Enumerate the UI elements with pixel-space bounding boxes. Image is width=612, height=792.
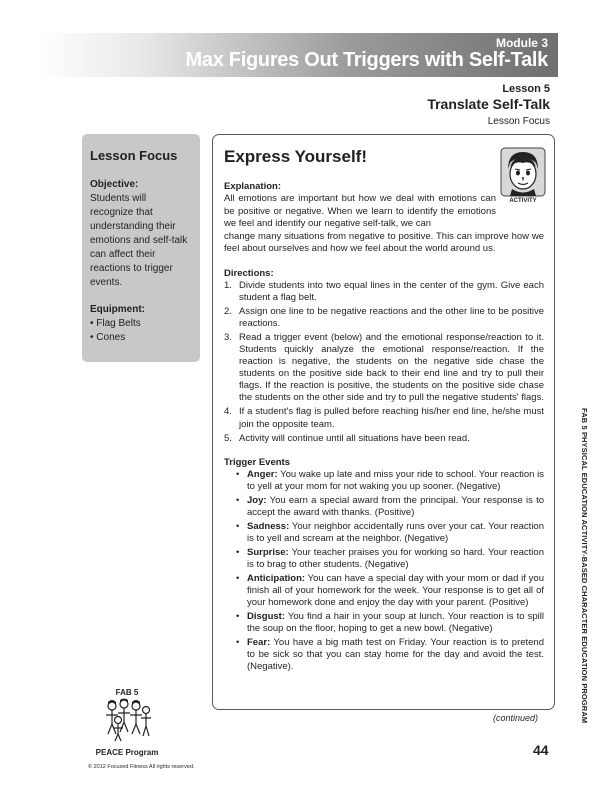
lesson-title: Translate Self-Talk [427,96,550,112]
activity-box [212,134,555,710]
trigger-event-item: • Anger: You wake up late and miss your ride to school. Your reaction is to yell at your mom for not waking you up sooner. (Negative) [236,468,544,492]
trigger-emotion: Joy: [247,494,267,506]
objective-text: Students will recognize that understanding their emotions and self-talk can affect their reactions to trigger events. [90,193,188,288]
logo-top-text: FAB 5 [115,688,139,697]
trigger-event-item: • Sadness: Your neighbor accidentally runs over your cat. Your reaction is to yell and scream at the neighbor. (Negative) [236,520,545,544]
trigger-event-item: • Surprise: Your teacher praises you for working so hard. Your reaction is to brag to other students. (Negative) [236,546,544,570]
program-vertical-title: FAB 5 PHYSICAL EDUCATION ACTIVITY-BASED CHARACTER EDUCATION PROGRAM [580,408,589,724]
kids-group-icon [102,698,152,742]
lesson-subtitle: Lesson Focus [487,116,550,127]
explanation-lead: All emotions are important but how we deal with emotions can be positive or negative. When we learn to identify the emotions we feel and identify our negative self-talk, we can [224,193,496,229]
trigger-events-label: Trigger Events [224,456,290,468]
direction-item [224,280,544,304]
explanation-label: Explanation: [224,181,282,192]
activity-title: Express Yourself! [224,147,367,166]
direction-item [224,406,544,430]
trigger-events-list [224,469,544,673]
trigger-text: You can have a special day with your mom or dad if you finish all of your homework for the week. Your response is to get all of your homework done and enjoy the day with your parent. (Positive) [247,572,544,608]
direction-number: 5. [224,432,232,444]
trigger-emotion: Surprise: [247,546,289,558]
objective-label: Objective: [90,179,139,190]
direction-text: If a student's flag is pulled before reaching his/her end line, he/she must join the opposite team. [239,406,544,430]
module-header-bar [36,33,558,77]
direction-number: 4. [224,406,232,418]
trigger-text: You have a big math test on Friday. Your reaction is to pretend to be sick so that you can stay home for the day and avoid the test. (Negative). [247,636,545,672]
trigger-emotion: Sadness: [247,520,290,532]
trigger-event-item: • Disgust: You find a hair in your soup at lunch. Your reaction is to spill the soup on the floor, hoping to get a new bowl. (Negative) [236,610,544,634]
trigger-text: You wake up late and miss your ride to school. Your reaction is to yell at your mom for not waking you up sooner. (Negative) [247,468,544,492]
directions-label: Directions: [224,267,274,279]
direction-number: 3. [224,331,232,343]
sidebar-title: Lesson Focus [90,148,178,163]
activity-icon-label: ACTIVITY [509,198,537,204]
explanation-rest: change many situations from negative to positive. This can improve how we feel about ourselves and how we feel about the world around us. [224,230,544,254]
direction-item [224,433,544,445]
equipment-item: • Flag Belts [90,317,190,331]
equipment-item: • Cones [90,331,190,345]
direction-text: Activity will continue until all situations have been read. [239,432,470,444]
trigger-event-item: • Anticipation: You can have a special day with your mom or dad if you finish all of your homework for the week. Your response is to get all of your homework done and enjoy the day with your parent. (Positive) [236,572,544,608]
trigger-text: You earn a special award from the principal. Your response is to accept the award with thanks. (Positive) [247,494,545,518]
trigger-text: You find a hair in your soup at lunch. Your reaction is to spill the soup on the floor, hoping to get a new bowl. (Negative) [247,610,544,634]
activity-icon [498,147,548,209]
trigger-emotion: Anticipation: [247,572,306,584]
lesson-number: Lesson 5 [502,83,550,95]
trigger-emotion: Fear: [247,636,271,648]
directions-list [224,280,544,445]
trigger-emotion: Disgust: [247,610,285,622]
direction-item [224,332,544,405]
kid-face-icon [500,147,546,197]
fab5-logo [92,688,162,757]
module-title: Max Figures Out Triggers with Self-Talk [185,49,548,71]
trigger-text: Your neighbor accidentally runs over your cat. Your reaction is to yell and scream at the neighbor. (Negative) [247,520,545,544]
equipment-list [90,317,190,345]
lesson-focus-sidebar [82,134,200,362]
page-number: 44 [533,742,549,758]
direction-text: Read a trigger event (below) and the emotional response/reaction to it. Students quickly analyze the emotional response/reaction. If the reaction is negative, the students on the negative side chase the students on the positive side back to their end line and try to pull their flags. If the reaction is positive, the students on the positive side chase the students on the other side and try to pull the negative students' flags. [239,331,544,404]
trigger-text: Your teacher praises you for working so hard. Your reaction is to brag to other students. (Negative) [247,546,544,570]
explanation-text [224,193,544,256]
direction-item [224,306,544,330]
direction-number: 2. [224,305,232,317]
copyright-notice: © 2012 Focused Fitness All rights reserved. [88,764,195,770]
trigger-emotion: Anger: [247,468,278,480]
direction-number: 1. [224,279,232,291]
trigger-event-item: • Fear: You have a big math test on Friday. Your reaction is to pretend to be sick so that you can stay home for the day and avoid the test. (Negative). [236,636,545,672]
continued-note: (continued) [493,713,539,723]
direction-text: Divide students into two equal lines in the center of the gym. Give each student a flag belt. [239,279,544,303]
equipment-label: Equipment: [90,304,145,315]
module-label: Module 3 [495,36,548,50]
direction-text: Assign one line to be negative reactions and the other line to be positive reactions. [239,305,544,329]
trigger-event-item: • Joy: You earn a special award from the principal. Your response is to accept the award with thanks. (Positive) [236,494,545,518]
logo-bottom-text: PEACE Program [95,748,159,757]
